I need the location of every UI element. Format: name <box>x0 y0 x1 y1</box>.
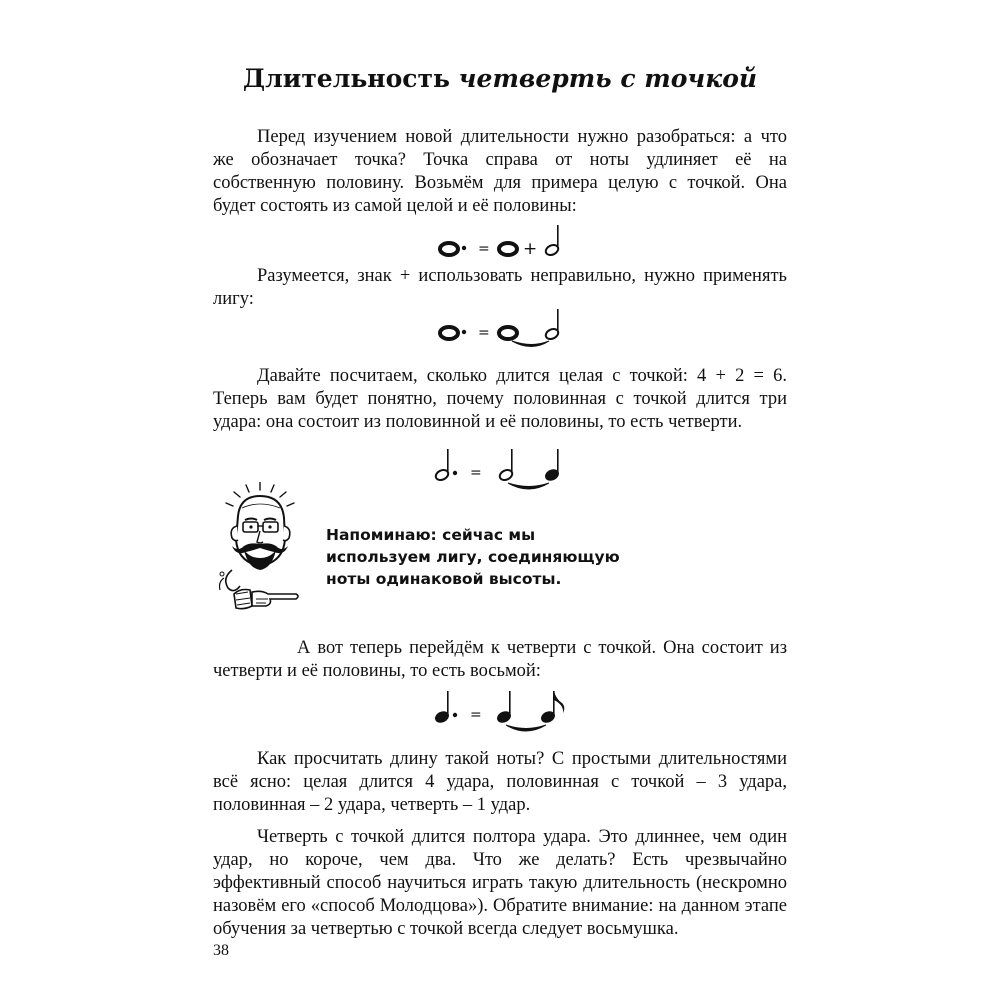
equation-whole-dotted-plus <box>436 222 576 262</box>
tie-icon <box>508 483 549 489</box>
paragraph-line: Четверть с точкой длится полтора удара. Это длиннее, чем один <box>257 827 787 847</box>
dot-icon <box>453 471 457 475</box>
whole-note-icon <box>440 243 458 255</box>
paragraph-3 <box>213 365 787 434</box>
paragraph-6 <box>213 826 787 941</box>
paragraph-line: назовём его «способ Молодцова»). Обратите внимание: на данном этапе <box>213 896 787 916</box>
paragraph-line: всё ясно: целая длится 4 удара, половинная с точкой – 3 удара, <box>213 772 787 792</box>
paragraph-line: эффективный способ научиться играть такую длительность (нескромно <box>213 873 787 893</box>
dot-icon <box>462 330 466 334</box>
half-note-icon <box>434 449 450 482</box>
dot-icon <box>462 246 466 250</box>
note-line: ноты одинаковой высоты. <box>326 570 562 588</box>
paragraph-line: Разумеется, знак + использовать неправильно, нужно применять <box>257 266 787 286</box>
title-regular: Длительность <box>242 64 459 93</box>
page-title <box>0 64 1000 93</box>
equals-sign: = <box>470 707 482 723</box>
paragraph-line: Перед изучением новой длительности нужно разобраться: а что <box>257 127 787 147</box>
tie-icon <box>506 725 546 731</box>
quarter-note-icon <box>544 449 560 482</box>
paragraph-line: Теперь вам будет понятно, почему половинная с точкой длится три <box>213 389 787 409</box>
note-line: Напоминаю: сейчас мы <box>326 526 536 544</box>
paragraph-line: обучения за четвертью с точкой всегда следует восьмушка. <box>213 919 679 939</box>
paragraph-line: же обозначает точка? Точка справа от ноты удлиняет её на <box>213 150 787 170</box>
equation-quarter-dotted-tie <box>432 683 572 739</box>
portrait-illustration-icon <box>210 482 310 626</box>
note-line: используем лигу, соединяющую <box>326 548 620 566</box>
paragraph-line: А вот теперь перейдём к четверти с точкой. Она состоит из <box>297 638 787 658</box>
tie-icon <box>512 341 549 347</box>
paragraph-line: четверти и её половины, то есть восьмой: <box>213 661 541 681</box>
plus-sign: + <box>523 239 538 259</box>
quarter-note-icon <box>496 691 512 724</box>
reminder-note <box>326 524 646 590</box>
dot-icon <box>453 713 457 717</box>
quarter-note-icon <box>434 691 450 724</box>
page-number: 38 <box>213 942 229 959</box>
equals-sign: = <box>478 325 490 341</box>
title-italic: четверть с точкой <box>458 64 758 93</box>
paragraph-line: лигу: <box>213 289 254 309</box>
paragraph-4 <box>213 637 787 683</box>
paragraph-line: удара: она состоит из половинной и её половины, то есть четверти. <box>213 412 743 432</box>
paragraph-line: половинная – 2 удара, четверть – 1 удар. <box>213 795 531 815</box>
equals-sign: = <box>470 465 482 481</box>
equals-sign: = <box>478 241 490 257</box>
paragraph-line: Давайте посчитаем, сколько длится целая с точкой: 4 + 2 = 6. <box>257 366 787 386</box>
paragraph-line: удар, но короче, чем два. Что же делать? Есть чрезвычайно <box>213 850 787 870</box>
paragraph-line: собственную половину. Возьмём для примера целую с точкой. Она <box>213 173 787 193</box>
whole-note-icon <box>440 327 458 339</box>
half-note-icon <box>544 309 560 341</box>
whole-note-icon <box>499 327 517 339</box>
paragraph-2 <box>213 265 787 311</box>
whole-note-icon <box>499 243 517 255</box>
equation-whole-dotted-tie <box>436 306 576 356</box>
paragraph-line: будет состоять из самой целой и её половины: <box>213 196 577 216</box>
paragraph-5 <box>213 748 787 817</box>
equation-half-dotted-tie <box>432 443 572 497</box>
paragraph-line: Как просчитать длину такой ноты? С простыми длительностями <box>257 749 787 769</box>
eighth-note-icon <box>540 691 564 724</box>
half-note-icon <box>498 449 514 482</box>
paragraph-1 <box>213 126 787 218</box>
half-note-icon <box>544 225 560 257</box>
